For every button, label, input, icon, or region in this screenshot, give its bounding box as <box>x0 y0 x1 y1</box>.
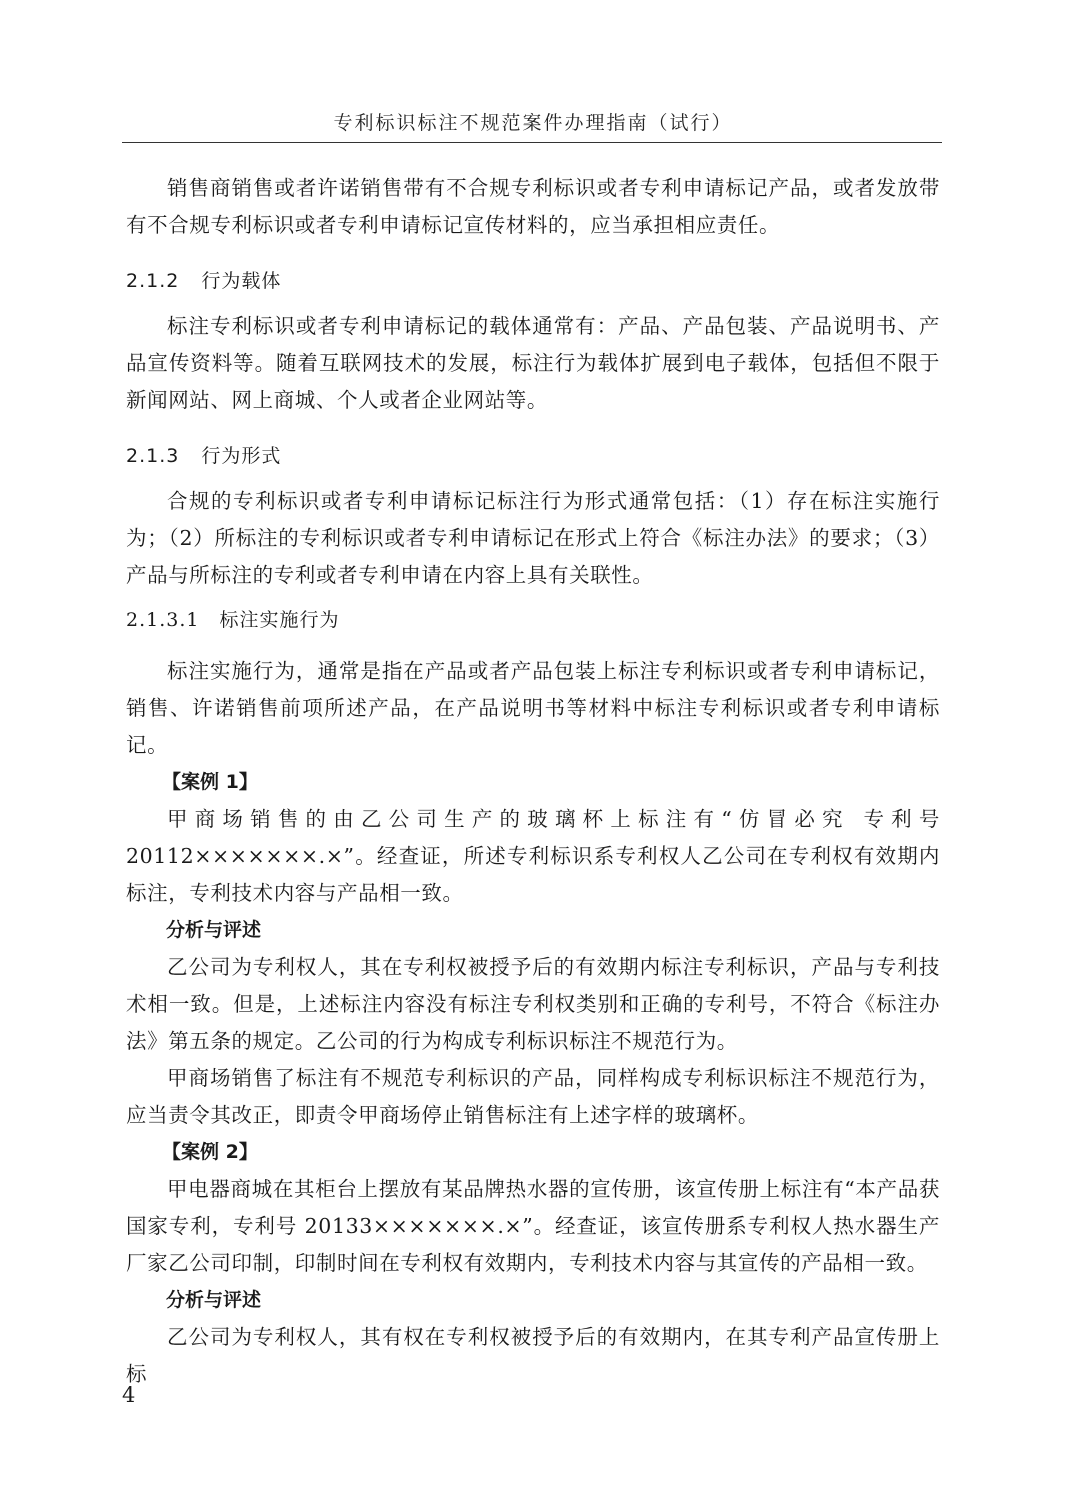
section-number: 2.1.3 <box>126 445 180 467</box>
running-header: 专利标识标注不规范案件办理指南（试行） <box>333 112 733 134</box>
spacer <box>126 594 940 602</box>
section-heading-2-1-3 <box>126 438 940 475</box>
paragraph-forms: 合规的专利标识或者专利申请标记标注行为形式通常包括：（1）存在标注实施行为；（2）所标注的专利标识或者专利申请标记在形式上符合《标注办法》的要求；（3）产品与所标注的专利或者专利申请在内容上具有关联性。 <box>126 489 940 587</box>
paragraph-carriers: 标注专利标识或者专利申请标记的载体通常有：产品、产品包装、产品说明书、产品宣传资料等。随着互联网技术的发展，标注行为载体扩展到电子载体，包括但不限于新闻网站、网上商城、个人或者企业网站等。 <box>126 314 940 412</box>
section-heading-2-1-2 <box>126 263 940 300</box>
analysis-heading-1: 分析与评述 <box>166 919 262 941</box>
case-1-label: 【案例 1】 <box>162 771 258 793</box>
paragraph-analysis-1b: 甲商场销售了标注有不规范专利标识的产品，同样构成专利标识标注不规范行为，应当责令其改正，即责令甲商场停止销售标注有上述字样的玻璃杯。 <box>126 1066 940 1127</box>
section-title: 标注实施行为 <box>219 609 340 631</box>
section-title: 行为形式 <box>201 445 282 467</box>
section-title: 行为载体 <box>201 270 282 292</box>
paragraph-case-2: 甲电器商城在其柜台上摆放有某品牌热水器的宣传册，该宣传册上标注有“本产品获国家专利，专利号 20133×××××××.×”。经查证，该宣传册系专利权人热水器生产厂家乙公司印制，印制时间在专利权有效期内，专利技术内容与其宣传的产品相一致。 <box>126 1177 940 1275</box>
paragraph-analysis-2: 乙公司为专利权人，其有权在专利权被授予后的有效期内，在其专利产品宣传册上标 <box>126 1325 940 1386</box>
analysis-heading-2: 分析与评述 <box>166 1289 262 1311</box>
section-number: 2.1.3.1 <box>126 609 200 631</box>
spacer <box>126 475 940 483</box>
page-content <box>126 170 940 1393</box>
spacer <box>126 244 940 263</box>
paragraph-case-1: 甲商场销售的由乙公司生产的玻璃杯上标注有“仿冒必究 专利号 20112×××××××.×”。经查证，所述专利标识系专利权人乙公司在专利权有效期内标注，专利技术内容与产品相一致。 <box>126 807 940 905</box>
spacer <box>126 639 940 653</box>
header-rule <box>122 142 942 143</box>
paragraph-seller-responsibility: 销售商销售或者许诺销售带有不合规专利标识或者专利申请标记产品，或者发放带有不合规专利标识或者专利申请标记宣传材料的，应当承担相应责任。 <box>126 176 940 237</box>
case-2-label: 【案例 2】 <box>162 1141 258 1163</box>
paragraph-analysis-1a: 乙公司为专利权人，其在专利权被授予后的有效期内标注专利标识，产品与专利技术相一致。但是，上述标注内容没有标注专利权类别和正确的专利号，不符合《标注办法》第五条的规定。乙公司的行为构成专利标识标注不规范行为。 <box>126 955 940 1053</box>
spacer <box>126 300 940 308</box>
spacer <box>126 419 940 438</box>
section-heading-2-1-3-1 <box>126 602 940 639</box>
page-number: 4 <box>122 1383 136 1407</box>
section-number: 2.1.2 <box>126 270 180 292</box>
paragraph-marking-act: 标注实施行为，通常是指在产品或者产品包装上标注专利标识或者专利申请标记，销售、许诺销售前项所述产品，在产品说明书等材料中标注专利标识或者专利申请标记。 <box>126 659 940 757</box>
